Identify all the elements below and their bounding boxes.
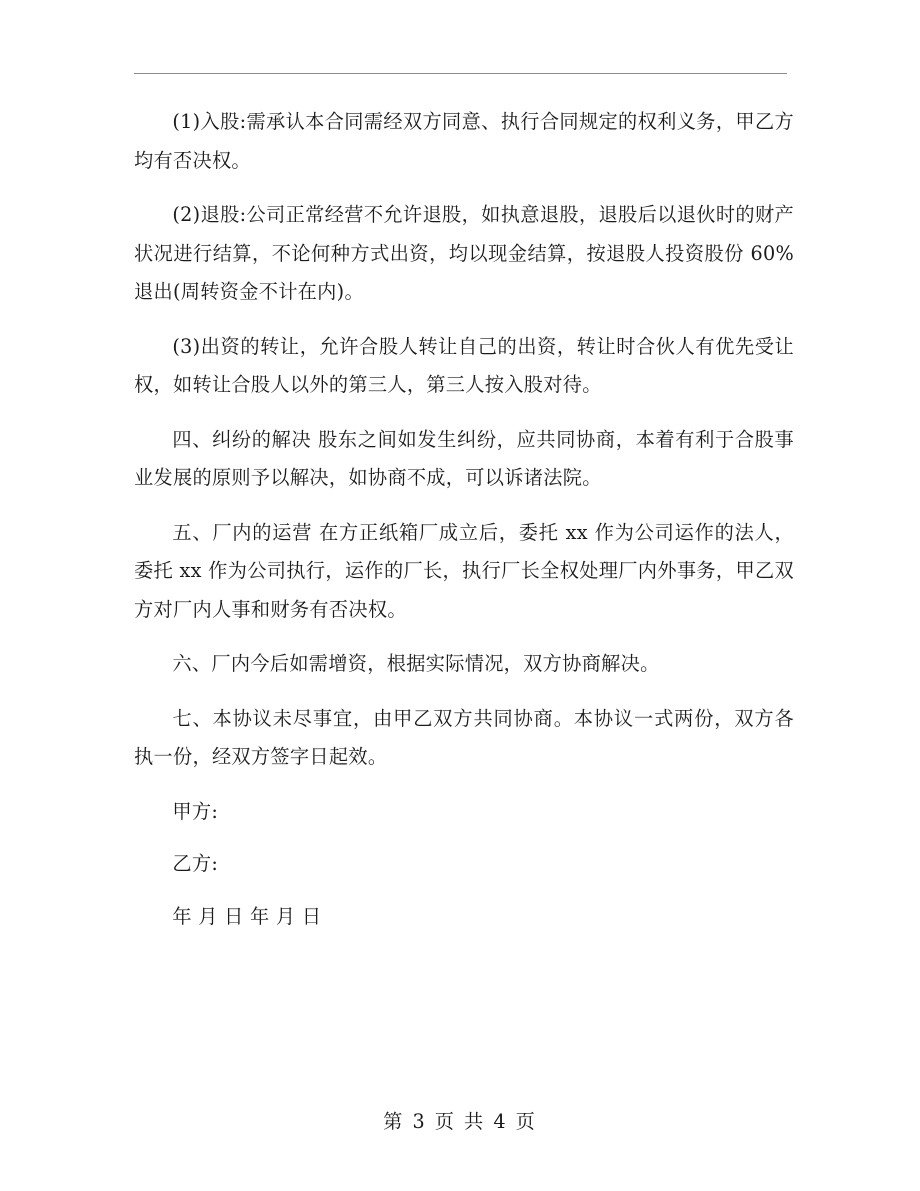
signature-date-line: 年 月 日 年 月 日 [172,904,322,928]
page-number-footer: 第 3 页 共 4 页 [383,1110,537,1133]
paragraph-miscellaneous: 七、本协议未尽事宜，由甲乙双方共同协商。本协议一式两份，双方各执一份，经双方签字日起效。 [134,706,794,768]
party-b-signature-label: 乙方: [172,852,219,875]
paragraph-dispute-resolution: 四、纠纷的解决 股东之间如发生纠纷，应共同协商，本着有利于合股事业发展的原则予以解决，如协商不成，可以诉诸法院。 [134,427,794,489]
header-divider [134,73,787,74]
party-a-signature-label: 甲方: [172,799,219,823]
paragraph-share-entry: (1)入股:需承认本合同需经双方同意、执行合同规定的权利义务，甲乙方均有否决权。 [134,110,794,172]
paragraph-capital-transfer: (3)出资的转让，允许合股人转让自己的出资，转让时合伙人有优先受让权，如转让合股人以外的第三人，第三人按入股对待。 [134,334,794,396]
document-body [134,103,794,952]
paragraph-share-withdrawal: (2)退股:公司正常经营不允许退股，如执意退股，退股后以退伙时的财产状况进行结算，不论何种方式出资，均以现金结算，按退股人投资股份 60%退出(周转资金不计在内)。 [134,203,794,303]
paragraph-factory-operation: 五、厂内的运营 在方正纸箱厂成立后，委托 xx 作为公司运作的法人，委托 xx 作为公司执行，运作的厂长，执行厂长全权处理厂内外事务，甲乙双方对厂内人事和财务有否决权。 [134,520,794,621]
paragraph-capital-increase: 六、厂内今后如需增资，根据实际情况，双方协商解决。 [172,652,660,675]
